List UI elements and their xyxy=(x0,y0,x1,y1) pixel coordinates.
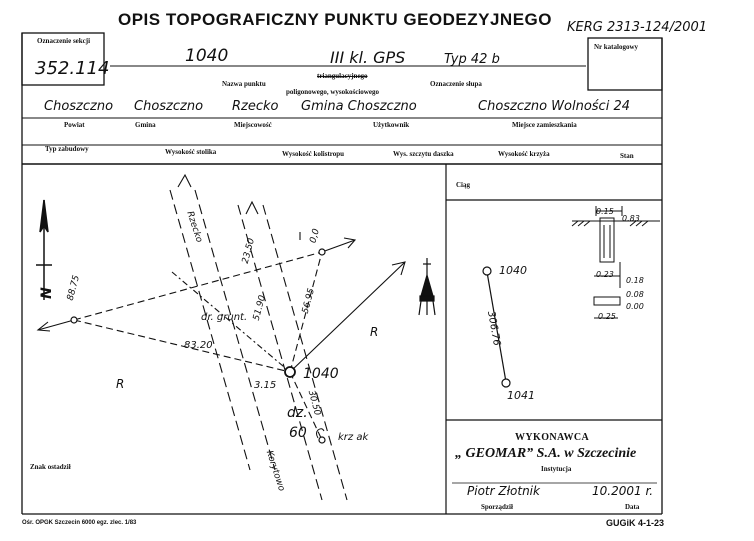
label-wys-krzyza: Wysokość krzyża xyxy=(498,150,550,158)
connection-point-to: 1041 xyxy=(507,389,535,402)
label-uzytkownik: Użytkownik xyxy=(373,121,410,129)
contractor-company: „ GEOMAR” S.A. w Szczecinie xyxy=(455,446,637,461)
plot-label: dz. xyxy=(287,405,308,421)
field-label-r-right: R xyxy=(370,325,379,339)
sporzadzil-label: Sporządził xyxy=(481,503,513,511)
section-number: 352.114 xyxy=(35,58,110,79)
miejscowosc-value: Rzecko xyxy=(232,99,279,114)
dim-008: 0.08 xyxy=(626,290,644,299)
author-name: Piotr Złotnik xyxy=(467,484,540,498)
label-miejscowosc: Miejscowość xyxy=(234,121,272,129)
label-pillar: Oznaczenie słupa xyxy=(430,80,482,88)
label-wys-kolistropu: Wysokość kolistropu xyxy=(282,150,345,158)
label-gmina: Gmina xyxy=(135,121,156,129)
distance-8320: 83.20 xyxy=(184,340,213,351)
distance-8875: 88.75 xyxy=(65,274,83,302)
footer-left: Ośr. OPGK Szczecin 6000 egz. zlec. 1/83 xyxy=(22,520,137,526)
section-box-label: Oznaczenie sekcji xyxy=(37,37,91,45)
plot-number: 60 xyxy=(289,425,307,441)
road-label-korytowo: Korytowo xyxy=(263,449,287,493)
sign-label: Znak ostadził xyxy=(30,463,71,471)
institution-label: Instytucja xyxy=(541,465,572,473)
label-wys-stolika: Wysokość stolika xyxy=(165,148,217,156)
connection-distance: 306.76 xyxy=(485,310,502,347)
label-stan: Stan xyxy=(620,152,634,160)
pillar-section-icon xyxy=(572,206,660,318)
distance-0-0: 0,0 xyxy=(308,227,322,245)
distance-3050: 30.50 xyxy=(305,389,323,417)
connection-point-from: 1040 xyxy=(499,264,527,277)
label-point-name: Nazwa punktu xyxy=(222,80,266,88)
distance-2350: 23.50 xyxy=(240,237,258,265)
network-class: III kl. GPS xyxy=(330,48,406,67)
contractor-label: WYKONAWCA xyxy=(515,432,590,443)
dim-083: 0.83 xyxy=(622,214,640,223)
powiat-value: Choszczno xyxy=(44,99,114,114)
field-label-r-left: R xyxy=(116,377,125,391)
label-wys-daszka: Wys. szczytu daszka xyxy=(393,150,454,158)
kerg-number: KERG 2313-124/2001 xyxy=(567,20,708,35)
label-typ-zabudowy: Typ zabudowy xyxy=(45,145,89,153)
miejsce-value: Choszczno Wolności 24 xyxy=(478,99,630,114)
north-letter: N xyxy=(38,287,55,299)
distance-5695: 56.95 xyxy=(300,287,318,315)
label-powiat: Powiat xyxy=(64,121,85,129)
north-arrow-icon xyxy=(36,200,52,300)
dim-025: 0.25 xyxy=(598,312,616,321)
gmina-value: Choszczno xyxy=(134,99,204,114)
distance-5190: 51.90 xyxy=(251,294,269,322)
bush-label: krz ak xyxy=(338,432,369,443)
dim-015: 0.15 xyxy=(596,207,614,216)
road-label-rzecko: Rzecko xyxy=(184,210,204,244)
date-value: 10.2001 r. xyxy=(592,484,654,498)
dirt-road-label: dr. grunt. xyxy=(201,312,248,323)
point-name: 1040 xyxy=(185,46,229,66)
label-network-bottom: poligonowego, wysokościowego xyxy=(286,88,379,96)
footer-right: GUGiK 4-1-23 xyxy=(606,518,665,528)
uzytkownik-value: Gmina Choszczno xyxy=(301,99,417,114)
data-label: Data xyxy=(625,503,640,511)
form-title: OPIS TOPOGRAFICZNY PUNKTU GEODEZYJNEGO xyxy=(118,10,552,29)
church-tower-icon xyxy=(419,258,435,315)
label-network-top: triangulacyjnego xyxy=(317,72,368,80)
distance-315: 3.15 xyxy=(254,380,277,391)
sketch-point-label: 1040 xyxy=(303,366,339,382)
catalog-box-label: Nr katalogowy xyxy=(594,43,639,51)
dim-018: 0.18 xyxy=(626,276,644,285)
pillar-type: Typ 42 b xyxy=(444,52,500,67)
dim-023: 0.23 xyxy=(596,270,614,279)
ciag-label: Ciąg xyxy=(456,181,470,189)
label-miejsce: Miejsce zamieszkania xyxy=(512,121,577,129)
dim-000: 0.00 xyxy=(626,302,644,311)
